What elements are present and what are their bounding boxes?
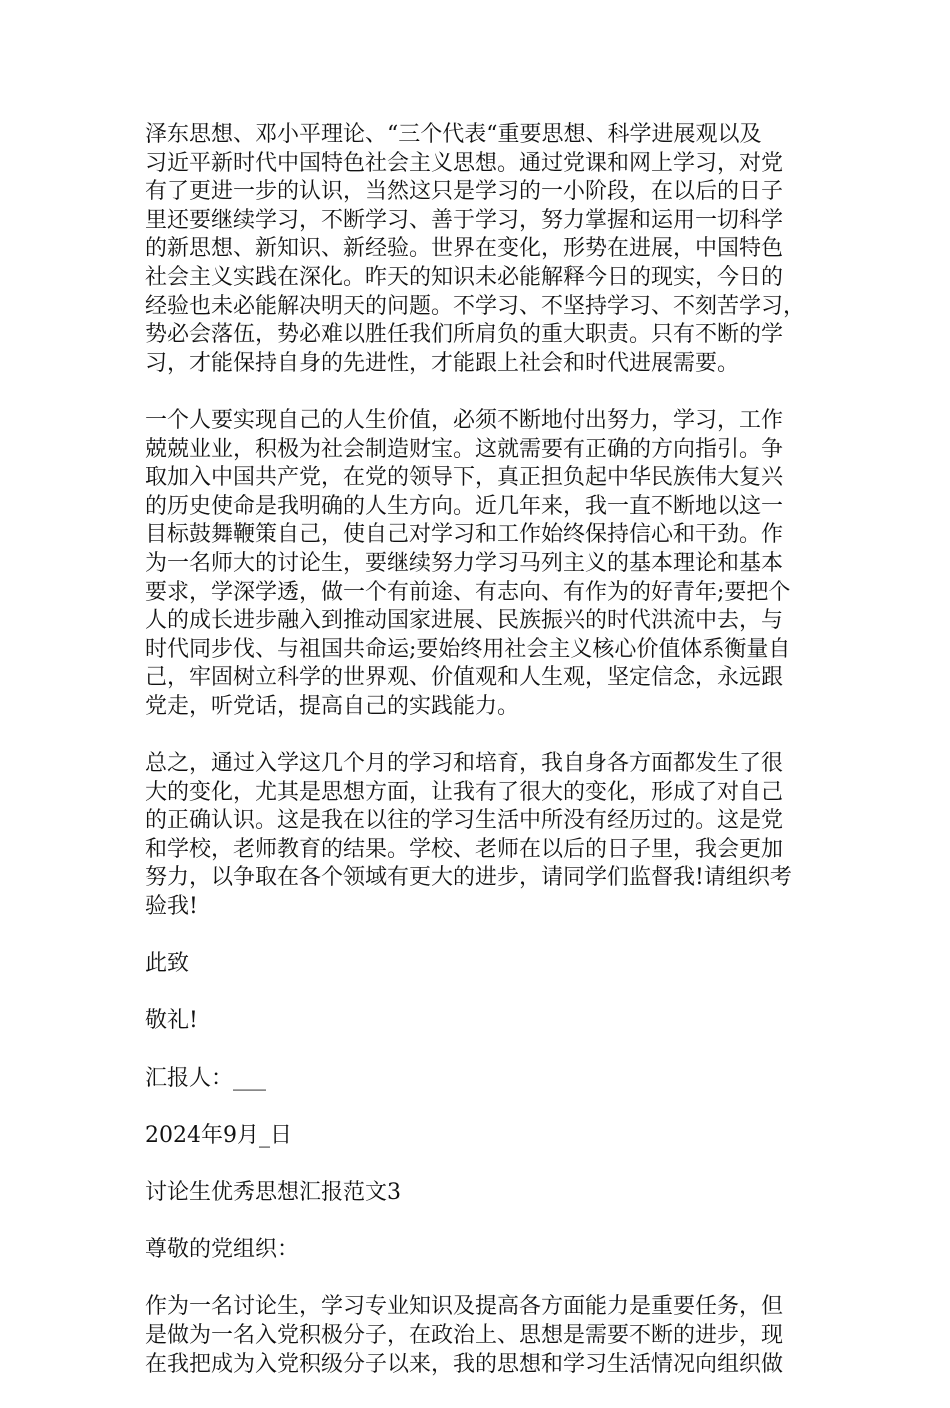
text-line: 是做为一名入党积极分子，在政治上、思想是需要不断的进步，现: [145, 1322, 784, 1348]
text-line: 和学校，老师教育的结果。学校、老师在以后的日子里，我会更加: [145, 836, 784, 862]
paragraph-life-value: [145, 407, 825, 722]
text-line: 的新思想、新知识、新经验。世界在变化，形势在进展，中国特色: [145, 236, 784, 262]
text-line: 为一名师大的讨论生，要继续努力学习马列主义的基本理论和基本: [145, 550, 784, 576]
text-line: 党走，听党话，提高自己的实践能力。: [145, 693, 520, 719]
text-line: 时代同步伐、与祖国共命运;要始终用社会主义核心价值体系衡量自: [145, 636, 791, 662]
text-line: 有了更进一步的认识，当然这只是学习的一小阶段，在以后的日子: [145, 179, 784, 205]
reporter-line: 汇报人：___: [145, 1065, 267, 1091]
text-line: 大的变化，尤其是思想方面，让我有了很大的变化，形成了对自己: [145, 779, 784, 805]
text-line: 要求，学深学透，做一个有前途、有志向、有作为的好青年;要把个: [145, 579, 791, 605]
text-line: 经验也未必能解决明天的问题。不学习、不坚持学习、不刻苦学习，: [145, 293, 806, 319]
text-line: 在我把成为入党积级分子以来，我的思想和学习生活情况向组织做: [145, 1351, 784, 1377]
text-line: 兢兢业业，积极为社会制造财宝。这就需要有正确的方向指引。争: [145, 436, 784, 462]
text-line: 的正确认识。这是我在以往的学习生活中所没有经历过的。这是党: [145, 808, 784, 834]
text-line: 总之，通过入学这几个月的学习和培育，我自身各方面都发生了很: [145, 751, 784, 777]
salutation: 尊敬的党组织：: [145, 1237, 300, 1263]
closing-salute: 敬礼!: [145, 1008, 198, 1034]
text-line: 验我!: [145, 894, 198, 920]
text-line: 己，牢固树立科学的世界观、价值观和人生观，坚定信念，永远跟: [145, 665, 784, 691]
text-line: 人的成长进步融入到推动国家进展、民族振兴的时代洪流中去，与: [145, 608, 784, 634]
section-title: 讨论生优秀思想汇报范文3: [145, 1179, 401, 1205]
text-line: 泽东思想、邓小平理论、“三个代表“重要思想、科学进展观以及: [145, 122, 762, 147]
text-line: 习近平新时代中国特色社会主义思想。通过党课和网上学习，对党: [145, 150, 784, 176]
text-line: 一个人要实现自己的人生价值，必须不断地付出努力，学习，工作: [145, 407, 784, 433]
closing-regards: 此致: [145, 951, 190, 977]
text-line: 取加入中国共产党，在党的领导下，真正担负起中华民族伟大复兴: [145, 465, 784, 491]
document-page: [145, 121, 825, 1408]
text-line: 努力，以争取在各个领域有更大的进步，请同学们监督我!请组织考: [145, 865, 792, 891]
text-line: 习，才能保持自身的先进性，才能跟上社会和时代进展需要。: [145, 350, 740, 376]
text-line: 目标鼓舞鞭策自己，使自己对学习和工作始终保持信心和干劲。作: [145, 522, 784, 548]
paragraph-summary: [145, 750, 825, 922]
text-line: 作为一名讨论生，学习专业知识及提高各方面能力是重要任务，但: [145, 1294, 784, 1320]
text-line: 社会主义实践在深化。昨天的知识未必能解释今日的现实，今日的: [145, 264, 784, 290]
paragraph-study-theory: [145, 121, 825, 378]
paragraph-intro: [145, 1293, 825, 1379]
text-line: 的历史使命是我明确的人生方向。近几年来，我一直不断地以这一: [145, 493, 784, 519]
text-line: 势必会落伍，势必难以胜任我们所肩负的重大职责。只有不断的学: [145, 322, 784, 348]
text-line: 里还要继续学习，不断学习、善于学习，努力掌握和运用一切科学: [145, 207, 784, 233]
report-date: 2024年9月_日: [145, 1122, 292, 1148]
